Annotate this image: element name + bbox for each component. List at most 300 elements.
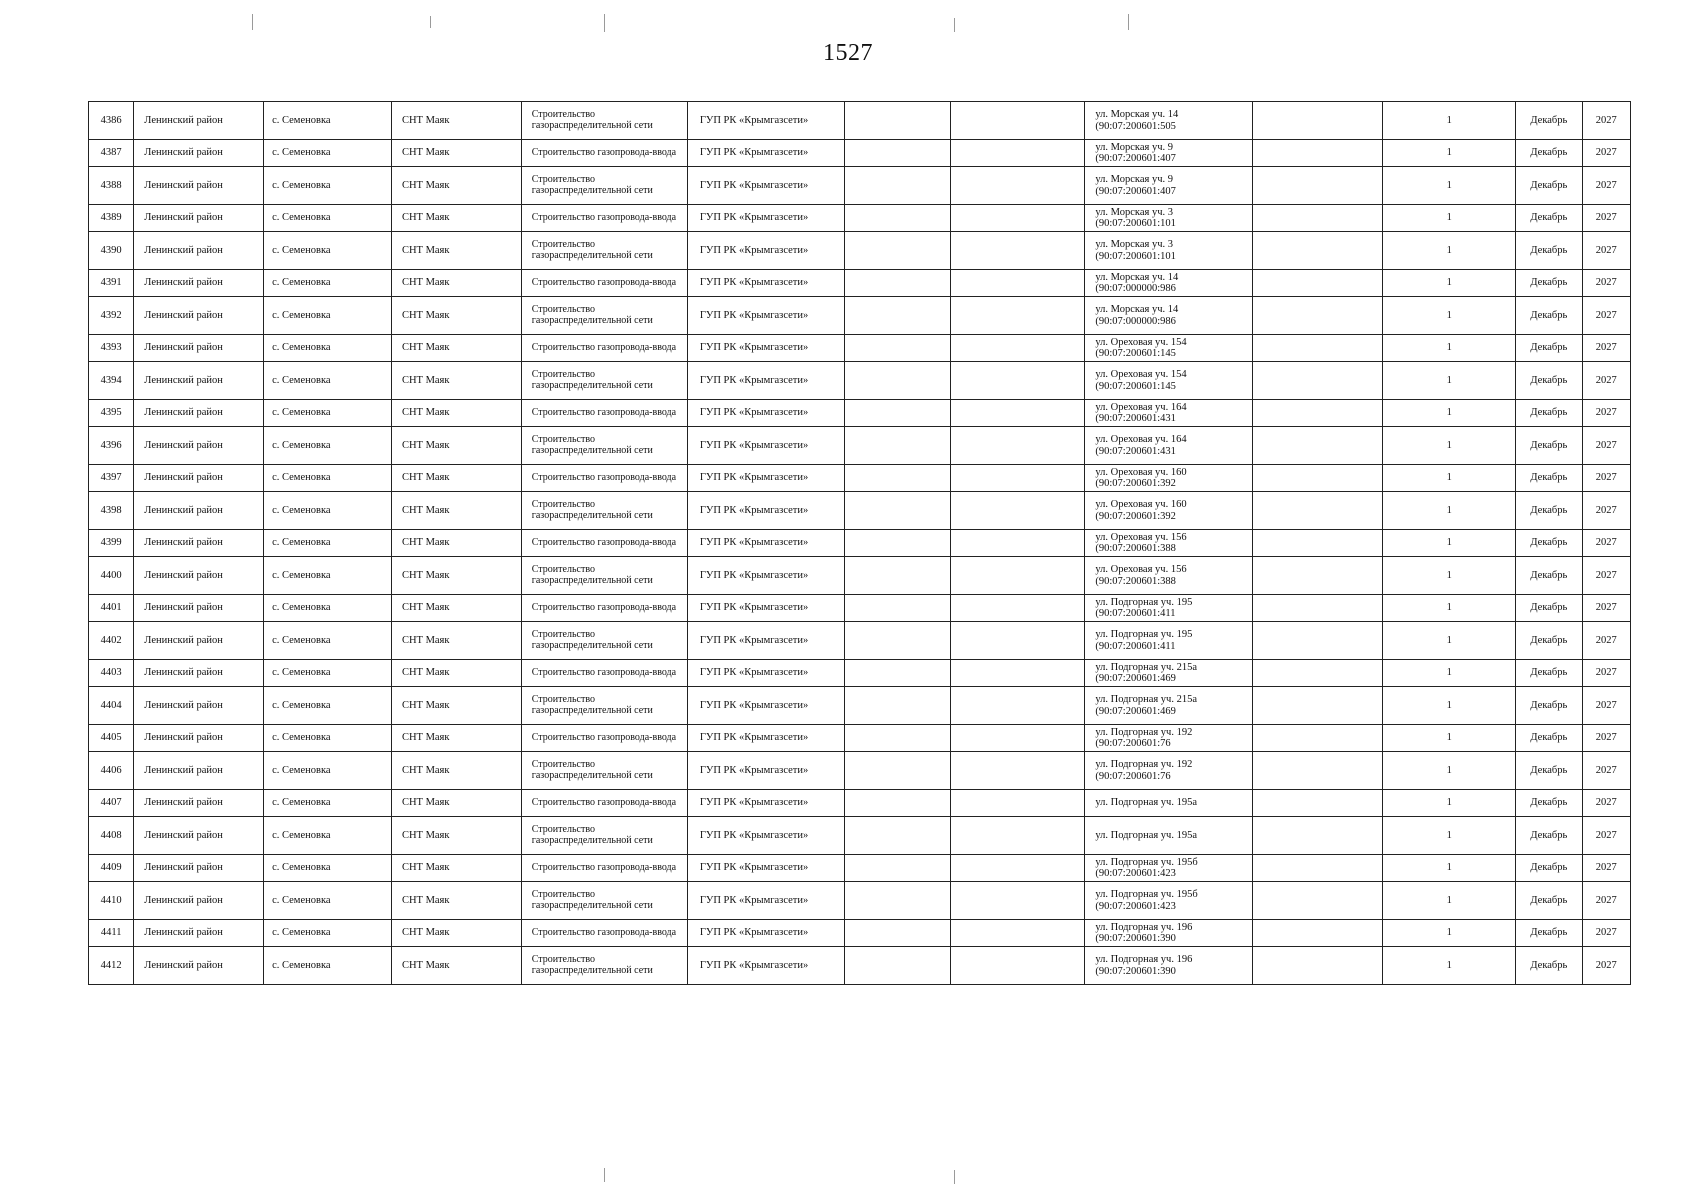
empty-cell <box>950 687 1085 725</box>
table-row <box>89 205 1631 232</box>
address-line: ул. Морская уч. 9 <box>1095 174 1173 186</box>
empty-cell <box>1253 297 1383 335</box>
month-cell: Декабрь <box>1516 947 1582 985</box>
year-cell: 2027 <box>1582 270 1630 297</box>
year-cell: 2027 <box>1582 400 1630 427</box>
empty-cell <box>844 622 950 660</box>
month-cell: Декабрь <box>1516 557 1582 595</box>
address-line: ул. Морская уч. 3 <box>1095 206 1173 218</box>
table-row <box>89 167 1631 205</box>
snt-cell: СНТ Маяк <box>391 530 521 557</box>
snt-cell: СНТ Маяк <box>391 232 521 270</box>
quantity-cell: 1 <box>1383 427 1516 465</box>
organization-cell: ГУП РК «Крымгазсети» <box>687 660 844 687</box>
empty-cell <box>950 752 1085 790</box>
table-row <box>89 855 1631 882</box>
address-cell <box>1085 297 1253 335</box>
cadastral-number: (90:07:200601:423 <box>1095 868 1176 879</box>
quantity-cell: 1 <box>1383 817 1516 855</box>
snt-cell: СНТ Маяк <box>391 270 521 297</box>
quantity-cell: 1 <box>1383 167 1516 205</box>
year-cell: 2027 <box>1582 920 1630 947</box>
address-line: ул. Морская уч. 14 <box>1095 109 1179 121</box>
month-cell: Декабрь <box>1516 817 1582 855</box>
empty-cell <box>844 947 950 985</box>
snt-cell: СНТ Маяк <box>391 855 521 882</box>
month-cell: Декабрь <box>1516 400 1582 427</box>
address-line: ул. Подгорная уч. 195 <box>1095 629 1193 641</box>
quantity-cell: 1 <box>1383 725 1516 752</box>
quantity-cell: 1 <box>1383 920 1516 947</box>
month-cell: Декабрь <box>1516 660 1582 687</box>
empty-cell <box>950 297 1085 335</box>
district-cell: Ленинский район <box>134 362 264 400</box>
empty-cell <box>844 752 950 790</box>
quantity-cell: 1 <box>1383 270 1516 297</box>
cadastral-number: (90:07:200601:431 <box>1095 445 1176 457</box>
district-cell: Ленинский район <box>134 557 264 595</box>
address-line: ул. Морская уч. 14 <box>1095 304 1179 316</box>
district-cell: Ленинский район <box>134 920 264 947</box>
year-cell: 2027 <box>1582 622 1630 660</box>
empty-cell <box>950 167 1085 205</box>
village-cell: с. Семеновка <box>264 205 392 232</box>
row-number: 4410 <box>89 882 134 920</box>
empty-cell <box>1253 790 1383 817</box>
village-cell: с. Семеновка <box>264 270 392 297</box>
empty-cell <box>1253 167 1383 205</box>
year-cell: 2027 <box>1582 595 1630 622</box>
empty-cell <box>950 920 1085 947</box>
address-line: ул. Подгорная уч. 215а <box>1095 694 1197 706</box>
snt-cell: СНТ Маяк <box>391 140 521 167</box>
village-cell: с. Семеновка <box>264 920 392 947</box>
empty-cell <box>1253 400 1383 427</box>
address-line: ул. Подгорная уч. 195а <box>1095 829 1197 841</box>
month-cell: Декабрь <box>1516 595 1582 622</box>
snt-cell: СНТ Маяк <box>391 725 521 752</box>
quantity-cell: 1 <box>1383 622 1516 660</box>
table-row <box>89 492 1631 530</box>
row-number: 4408 <box>89 817 134 855</box>
organization-cell: ГУП РК «Крымгазсети» <box>687 622 844 660</box>
address-cell <box>1085 790 1253 817</box>
empty-cell <box>844 400 950 427</box>
work-type-cell: Строительство газопровода-ввода <box>521 790 687 817</box>
address-line: ул. Ореховая уч. 164 <box>1095 401 1187 413</box>
empty-cell <box>844 335 950 362</box>
cadastral-number: (90:07:200601:392 <box>1095 478 1176 489</box>
quantity-cell: 1 <box>1383 102 1516 140</box>
organization-cell: ГУП РК «Крымгазсети» <box>687 882 844 920</box>
village-cell: с. Семеновка <box>264 140 392 167</box>
district-cell: Ленинский район <box>134 492 264 530</box>
row-number: 4412 <box>89 947 134 985</box>
work-type-cell: Строительство газопровода-ввода <box>521 920 687 947</box>
row-number: 4392 <box>89 297 134 335</box>
year-cell: 2027 <box>1582 297 1630 335</box>
village-cell: с. Семеновка <box>264 167 392 205</box>
quantity-cell: 1 <box>1383 335 1516 362</box>
address-line: ул. Ореховая уч. 154 <box>1095 336 1187 348</box>
work-type-cell: Строительство газопровода-ввода <box>521 855 687 882</box>
work-type-cell: Строительство газораспределительной сети <box>521 297 687 335</box>
year-cell: 2027 <box>1582 687 1630 725</box>
row-number: 4409 <box>89 855 134 882</box>
address-cell <box>1085 595 1253 622</box>
organization-cell: ГУП РК «Крымгазсети» <box>687 400 844 427</box>
table-row <box>89 362 1631 400</box>
month-cell: Декабрь <box>1516 335 1582 362</box>
year-cell: 2027 <box>1582 465 1630 492</box>
cadastral-number: (90:07:200601:469 <box>1095 673 1176 684</box>
row-number: 4388 <box>89 167 134 205</box>
snt-cell: СНТ Маяк <box>391 167 521 205</box>
organization-cell: ГУП РК «Крымгазсети» <box>687 752 844 790</box>
month-cell: Декабрь <box>1516 492 1582 530</box>
quantity-cell: 1 <box>1383 297 1516 335</box>
organization-cell: ГУП РК «Крымгазсети» <box>687 362 844 400</box>
empty-cell <box>844 205 950 232</box>
year-cell: 2027 <box>1582 167 1630 205</box>
empty-cell <box>950 362 1085 400</box>
month-cell: Декабрь <box>1516 297 1582 335</box>
village-cell: с. Семеновка <box>264 492 392 530</box>
table-row <box>89 947 1631 985</box>
organization-cell: ГУП РК «Крымгазсети» <box>687 530 844 557</box>
table-row <box>89 297 1631 335</box>
address-line: ул. Ореховая уч. 156 <box>1095 531 1187 543</box>
work-type-cell: Строительство газопровода-ввода <box>521 335 687 362</box>
empty-cell <box>950 530 1085 557</box>
row-number: 4393 <box>89 335 134 362</box>
address-line: ул. Ореховая уч. 160 <box>1095 499 1187 511</box>
empty-cell <box>844 855 950 882</box>
district-cell: Ленинский район <box>134 270 264 297</box>
empty-cell <box>1253 622 1383 660</box>
district-cell: Ленинский район <box>134 855 264 882</box>
empty-cell <box>950 492 1085 530</box>
village-cell: с. Семеновка <box>264 725 392 752</box>
snt-cell: СНТ Маяк <box>391 882 521 920</box>
empty-cell <box>1253 725 1383 752</box>
organization-cell: ГУП РК «Крымгазсети» <box>687 335 844 362</box>
work-type-cell: Строительство газораспределительной сети <box>521 882 687 920</box>
work-type-cell: Строительство газопровода-ввода <box>521 205 687 232</box>
row-number: 4390 <box>89 232 134 270</box>
address-cell <box>1085 687 1253 725</box>
year-cell: 2027 <box>1582 232 1630 270</box>
table-row <box>89 817 1631 855</box>
year-cell: 2027 <box>1582 790 1630 817</box>
organization-cell: ГУП РК «Крымгазсети» <box>687 427 844 465</box>
organization-cell: ГУП РК «Крымгазсети» <box>687 205 844 232</box>
address-line: ул. Морская уч. 9 <box>1095 141 1173 153</box>
empty-cell <box>950 427 1085 465</box>
year-cell: 2027 <box>1582 855 1630 882</box>
empty-cell <box>1253 687 1383 725</box>
month-cell: Декабрь <box>1516 920 1582 947</box>
work-type-cell: Строительство газораспределительной сети <box>521 232 687 270</box>
empty-cell <box>844 492 950 530</box>
quantity-cell: 1 <box>1383 660 1516 687</box>
month-cell: Декабрь <box>1516 205 1582 232</box>
cadastral-number: (90:07:200601:76 <box>1095 738 1171 749</box>
address-cell <box>1085 270 1253 297</box>
district-cell: Ленинский район <box>134 102 264 140</box>
address-line: ул. Подгорная уч. 195 <box>1095 596 1193 608</box>
district-cell: Ленинский район <box>134 465 264 492</box>
cadastral-number: (90:07:200601:411 <box>1095 608 1176 619</box>
year-cell: 2027 <box>1582 205 1630 232</box>
row-number: 4400 <box>89 557 134 595</box>
address-line: ул. Морская уч. 14 <box>1095 271 1179 283</box>
address-cell <box>1085 427 1253 465</box>
work-type-cell: Строительство газопровода-ввода <box>521 270 687 297</box>
row-number: 4389 <box>89 205 134 232</box>
table-row <box>89 687 1631 725</box>
scan-speck <box>954 18 955 32</box>
organization-cell: ГУП РК «Крымгазсети» <box>687 270 844 297</box>
address-line: ул. Морская уч. 3 <box>1095 239 1173 251</box>
snt-cell: СНТ Маяк <box>391 752 521 790</box>
cadastral-number: (90:07:200601:145 <box>1095 380 1176 392</box>
address-cell <box>1085 102 1253 140</box>
month-cell: Декабрь <box>1516 882 1582 920</box>
district-cell: Ленинский район <box>134 752 264 790</box>
quantity-cell: 1 <box>1383 492 1516 530</box>
month-cell: Декабрь <box>1516 270 1582 297</box>
address-line: ул. Ореховая уч. 160 <box>1095 466 1187 478</box>
quantity-cell: 1 <box>1383 362 1516 400</box>
empty-cell <box>950 947 1085 985</box>
table-row <box>89 882 1631 920</box>
address-cell <box>1085 817 1253 855</box>
work-type-cell: Строительство газопровода-ввода <box>521 660 687 687</box>
quantity-cell: 1 <box>1383 882 1516 920</box>
district-cell: Ленинский район <box>134 205 264 232</box>
village-cell: с. Семеновка <box>264 595 392 622</box>
row-number: 4411 <box>89 920 134 947</box>
empty-cell <box>1253 882 1383 920</box>
snt-cell: СНТ Маяк <box>391 492 521 530</box>
address-line: ул. Ореховая уч. 164 <box>1095 434 1187 446</box>
empty-cell <box>844 817 950 855</box>
table-row <box>89 725 1631 752</box>
address-line: ул. Подгорная уч. 195а <box>1095 797 1197 809</box>
snt-cell: СНТ Маяк <box>391 362 521 400</box>
empty-cell <box>1253 530 1383 557</box>
work-type-cell: Строительство газораспределительной сети <box>521 427 687 465</box>
month-cell: Декабрь <box>1516 687 1582 725</box>
table-row <box>89 920 1631 947</box>
month-cell: Декабрь <box>1516 362 1582 400</box>
quantity-cell: 1 <box>1383 140 1516 167</box>
month-cell: Декабрь <box>1516 725 1582 752</box>
empty-cell <box>950 817 1085 855</box>
organization-cell: ГУП РК «Крымгазсети» <box>687 465 844 492</box>
row-number: 4407 <box>89 790 134 817</box>
organization-cell: ГУП РК «Крымгазсети» <box>687 492 844 530</box>
quantity-cell: 1 <box>1383 530 1516 557</box>
organization-cell: ГУП РК «Крымгазсети» <box>687 595 844 622</box>
district-cell: Ленинский район <box>134 297 264 335</box>
year-cell: 2027 <box>1582 725 1630 752</box>
row-number: 4386 <box>89 102 134 140</box>
cadastral-number: (90:07:200601:392 <box>1095 510 1176 522</box>
village-cell: с. Семеновка <box>264 427 392 465</box>
village-cell: с. Семеновка <box>264 335 392 362</box>
snt-cell: СНТ Маяк <box>391 102 521 140</box>
month-cell: Декабрь <box>1516 752 1582 790</box>
row-number: 4398 <box>89 492 134 530</box>
year-cell: 2027 <box>1582 492 1630 530</box>
empty-cell <box>950 400 1085 427</box>
empty-cell <box>950 232 1085 270</box>
address-cell <box>1085 167 1253 205</box>
district-cell: Ленинский район <box>134 947 264 985</box>
empty-cell <box>950 882 1085 920</box>
address-cell <box>1085 232 1253 270</box>
row-number: 4396 <box>89 427 134 465</box>
snt-cell: СНТ Маяк <box>391 400 521 427</box>
cadastral-number: (90:07:000000:986 <box>1095 283 1176 294</box>
quantity-cell: 1 <box>1383 790 1516 817</box>
organization-cell: ГУП РК «Крымгазсети» <box>687 297 844 335</box>
month-cell: Декабрь <box>1516 427 1582 465</box>
snt-cell: СНТ Маяк <box>391 297 521 335</box>
empty-cell <box>844 270 950 297</box>
empty-cell <box>844 167 950 205</box>
quantity-cell: 1 <box>1383 752 1516 790</box>
organization-cell: ГУП РК «Крымгазсети» <box>687 817 844 855</box>
village-cell: с. Семеновка <box>264 400 392 427</box>
table-row <box>89 465 1631 492</box>
quantity-cell: 1 <box>1383 205 1516 232</box>
work-type-cell: Строительство газораспределительной сети <box>521 817 687 855</box>
empty-cell <box>1253 102 1383 140</box>
snt-cell: СНТ Маяк <box>391 947 521 985</box>
cadastral-number: (90:07:000000:986 <box>1095 315 1176 327</box>
row-number: 4399 <box>89 530 134 557</box>
year-cell: 2027 <box>1582 362 1630 400</box>
work-type-cell: Строительство газораспределительной сети <box>521 167 687 205</box>
work-type-cell: Строительство газораспределительной сети <box>521 752 687 790</box>
row-number: 4387 <box>89 140 134 167</box>
empty-cell <box>950 205 1085 232</box>
district-cell: Ленинский район <box>134 595 264 622</box>
cadastral-number: (90:07:200601:423 <box>1095 900 1176 912</box>
empty-cell <box>1253 140 1383 167</box>
month-cell: Декабрь <box>1516 530 1582 557</box>
address-cell <box>1085 622 1253 660</box>
month-cell: Декабрь <box>1516 790 1582 817</box>
empty-cell <box>950 102 1085 140</box>
address-line: ул. Подгорная уч. 195б <box>1095 856 1198 868</box>
district-cell: Ленинский район <box>134 167 264 205</box>
cadastral-number: (90:07:200601:407 <box>1095 153 1176 164</box>
cadastral-number: (90:07:200601:390 <box>1095 965 1176 977</box>
address-cell <box>1085 660 1253 687</box>
organization-cell: ГУП РК «Крымгазсети» <box>687 790 844 817</box>
empty-cell <box>844 790 950 817</box>
row-number: 4405 <box>89 725 134 752</box>
village-cell: с. Семеновка <box>264 790 392 817</box>
district-cell: Ленинский район <box>134 400 264 427</box>
district-cell: Ленинский район <box>134 660 264 687</box>
empty-cell <box>1253 557 1383 595</box>
address-cell <box>1085 335 1253 362</box>
table-row <box>89 427 1631 465</box>
village-cell: с. Семеновка <box>264 465 392 492</box>
district-cell: Ленинский район <box>134 335 264 362</box>
address-cell <box>1085 557 1253 595</box>
empty-cell <box>844 530 950 557</box>
village-cell: с. Семеновка <box>264 622 392 660</box>
empty-cell <box>950 725 1085 752</box>
table-row <box>89 400 1631 427</box>
empty-cell <box>950 790 1085 817</box>
snt-cell: СНТ Маяк <box>391 622 521 660</box>
table-row <box>89 270 1631 297</box>
empty-cell <box>844 557 950 595</box>
work-type-cell: Строительство газораспределительной сети <box>521 622 687 660</box>
organization-cell: ГУП РК «Крымгазсети» <box>687 947 844 985</box>
work-type-cell: Строительство газопровода-ввода <box>521 595 687 622</box>
empty-cell <box>844 595 950 622</box>
cadastral-number: (90:07:200601:431 <box>1095 413 1176 424</box>
empty-cell <box>950 855 1085 882</box>
empty-cell <box>1253 920 1383 947</box>
work-type-cell: Строительство газораспределительной сети <box>521 492 687 530</box>
district-cell: Ленинский район <box>134 882 264 920</box>
cadastral-number: (90:07:200601:390 <box>1095 933 1176 944</box>
organization-cell: ГУП РК «Крымгазсети» <box>687 232 844 270</box>
year-cell: 2027 <box>1582 335 1630 362</box>
table-body <box>89 102 1631 985</box>
district-cell: Ленинский район <box>134 725 264 752</box>
table-row <box>89 102 1631 140</box>
address-cell <box>1085 362 1253 400</box>
village-cell: с. Семеновка <box>264 752 392 790</box>
snt-cell: СНТ Маяк <box>391 790 521 817</box>
address-cell <box>1085 752 1253 790</box>
table-row <box>89 595 1631 622</box>
empty-cell <box>950 140 1085 167</box>
village-cell: с. Семеновка <box>264 557 392 595</box>
organization-cell: ГУП РК «Крымгазсети» <box>687 725 844 752</box>
year-cell: 2027 <box>1582 102 1630 140</box>
quantity-cell: 1 <box>1383 947 1516 985</box>
month-cell: Декабрь <box>1516 622 1582 660</box>
organization-cell: ГУП РК «Крымгазсети» <box>687 855 844 882</box>
empty-cell <box>950 622 1085 660</box>
district-cell: Ленинский район <box>134 790 264 817</box>
address-cell <box>1085 855 1253 882</box>
empty-cell <box>1253 492 1383 530</box>
address-cell <box>1085 725 1253 752</box>
cadastral-number: (90:07:200601:388 <box>1095 575 1176 587</box>
empty-cell <box>844 725 950 752</box>
address-line: ул. Подгорная уч. 215а <box>1095 661 1197 673</box>
organization-cell: ГУП РК «Крымгазсети» <box>687 167 844 205</box>
quantity-cell: 1 <box>1383 687 1516 725</box>
snt-cell: СНТ Маяк <box>391 687 521 725</box>
table-row <box>89 140 1631 167</box>
table-row <box>89 622 1631 660</box>
empty-cell <box>844 920 950 947</box>
work-type-cell: Строительство газораспределительной сети <box>521 947 687 985</box>
